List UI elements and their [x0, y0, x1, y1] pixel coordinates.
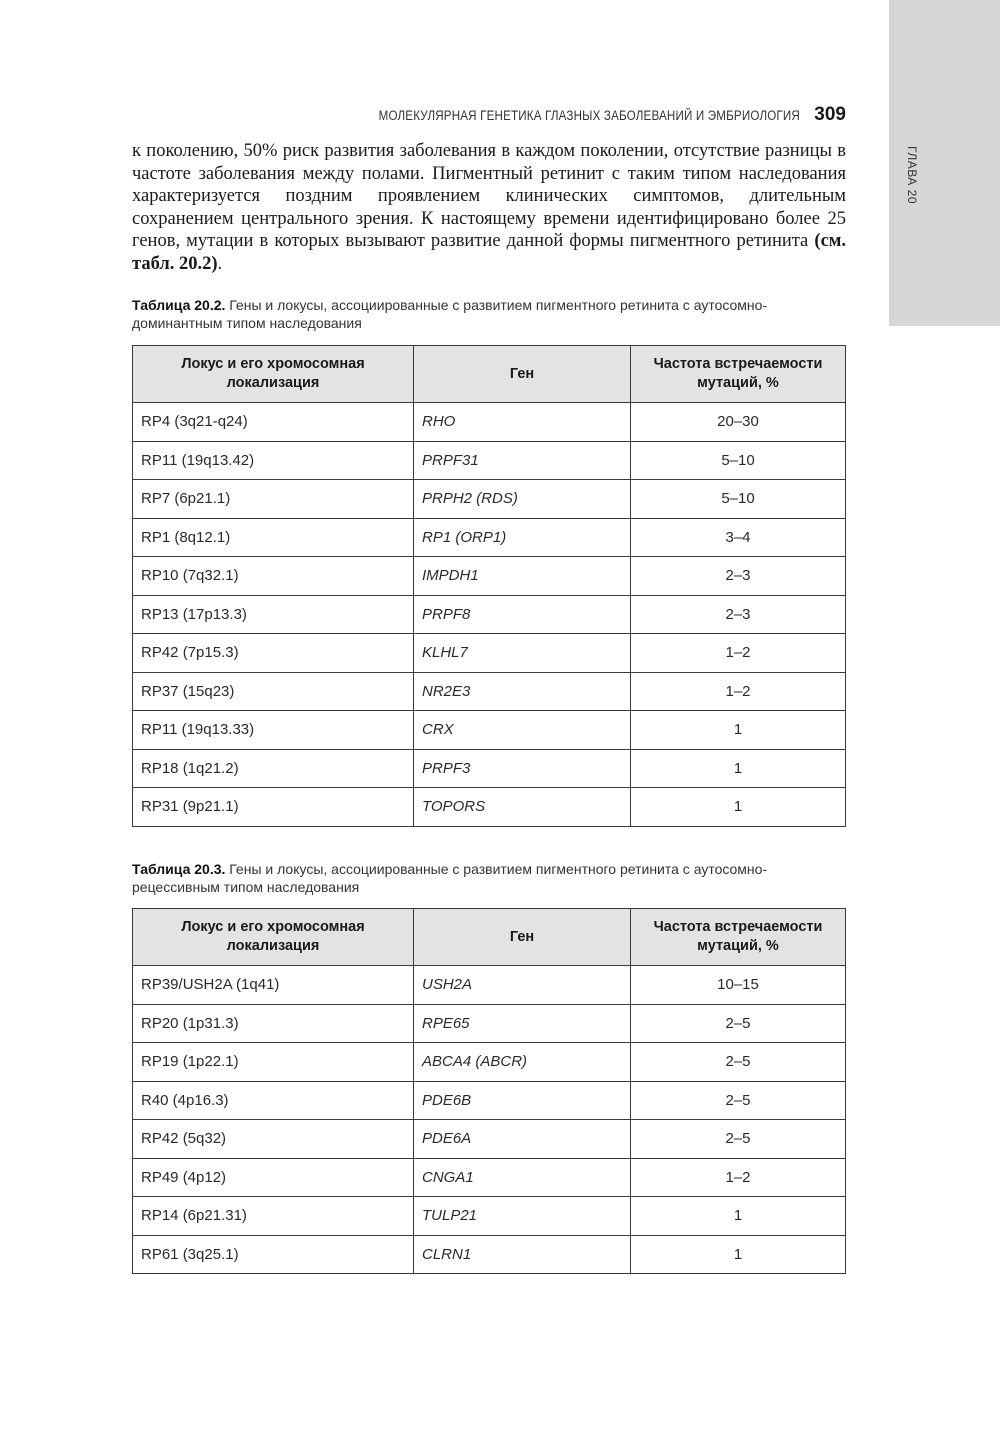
locus-cell: RP20 (1p31.3): [133, 1004, 414, 1043]
table-caption-text: Гены и локусы, ассоциированные с развитием пигментного ретинита с аутосомно-доминантным типом наследования: [132, 297, 768, 331]
gene-cell: RHO: [414, 403, 631, 442]
table-row: [133, 788, 846, 827]
page-number: 309: [814, 104, 846, 125]
gene-cell: TULP21: [414, 1197, 631, 1236]
frequency-cell: 10–15: [631, 966, 846, 1005]
gene-cell: KLHL7: [414, 634, 631, 673]
table-row: [133, 711, 846, 750]
gene-cell: ABCA4 (ABCR): [414, 1043, 631, 1082]
gene-table-autosomal-recessive: [132, 908, 846, 1274]
frequency-cell: 20–30: [631, 403, 846, 442]
running-title: МОЛЕКУЛЯРНАЯ ГЕНЕТИКА ГЛАЗНЫХ ЗАБОЛЕВАНИЙ И ЭМБРИОЛОГИЯ: [378, 107, 800, 123]
frequency-cell: 2–5: [631, 1004, 846, 1043]
body-paragraph-end: .: [217, 253, 223, 274]
table-body: [133, 966, 846, 1274]
frequency-cell: 1: [631, 1197, 846, 1236]
table-row: [133, 480, 846, 519]
locus-cell: RP39/USH2A (1q41): [133, 966, 414, 1005]
locus-cell: RP19 (1p22.1): [133, 1043, 414, 1082]
frequency-cell: 5–10: [631, 480, 846, 519]
locus-cell: RP11 (19q13.33): [133, 711, 414, 750]
chapter-label: ГЛАВА 20: [905, 146, 919, 204]
locus-cell: RP42 (5q32): [133, 1120, 414, 1159]
table-row: [133, 672, 846, 711]
locus-cell: RP4 (3q21-q24): [133, 403, 414, 442]
frequency-cell: 1: [631, 711, 846, 750]
gene-cell: PDE6A: [414, 1120, 631, 1159]
table-caption-20-3: [132, 860, 846, 896]
gene-cell: IMPDH1: [414, 557, 631, 596]
table-row: [133, 557, 846, 596]
gene-cell: PRPF8: [414, 595, 631, 634]
frequency-cell: 2–3: [631, 557, 846, 596]
gene-cell: PRPF31: [414, 441, 631, 480]
table-reference-link: (см. табл. 20.2): [132, 231, 847, 274]
frequency-cell: 5–10: [631, 441, 846, 480]
table-row: [133, 1158, 846, 1197]
table-row: [133, 518, 846, 557]
table-header-row: [133, 909, 846, 966]
gene-cell: CNGA1: [414, 1158, 631, 1197]
locus-cell: RP1 (8q12.1): [133, 518, 414, 557]
locus-cell: RP49 (4p12): [133, 1158, 414, 1197]
table-caption-label: Таблица 20.2.: [132, 297, 226, 313]
frequency-cell: 1: [631, 1235, 846, 1274]
locus-cell: RP10 (7q32.1): [133, 557, 414, 596]
table-row: [133, 966, 846, 1005]
locus-cell: R40 (4p16.3): [133, 1081, 414, 1120]
table-header-row: [133, 346, 846, 403]
table-row: [133, 1120, 846, 1159]
frequency-cell: 1: [631, 788, 846, 827]
gene-cell: PRPH2 (RDS): [414, 480, 631, 519]
frequency-cell: 2–5: [631, 1120, 846, 1159]
header-frequency: Частота встречаемости мутаций, %: [631, 909, 846, 966]
frequency-cell: 2–5: [631, 1043, 846, 1082]
table-row: [133, 1197, 846, 1236]
table-body: [133, 403, 846, 827]
gene-cell: RP1 (ORP1): [414, 518, 631, 557]
frequency-cell: 2–5: [631, 1081, 846, 1120]
header-gene: Ген: [414, 346, 631, 403]
table-row: [133, 749, 846, 788]
gene-cell: NR2E3: [414, 672, 631, 711]
locus-cell: RP14 (6p21.31): [133, 1197, 414, 1236]
running-header: [132, 104, 846, 126]
body-paragraph-text: к поколению, 50% риск развития заболевания в каждом поколении, отсутствие разницы в частоте заболевания между полами. Пигментный ретинит с таким типом наследования характеризуется поздним проявлением клинических симптомов, длительным сохранением центрального зрения. К настоящему времени идентифицировано более 25 генов, мутации в которых вызывают развитие данной формы пигментного ретинита: [132, 141, 846, 252]
frequency-cell: 1–2: [631, 1158, 846, 1197]
header-locus: Локус и его хромосомная локализация: [133, 346, 414, 403]
gene-cell: TOPORS: [414, 788, 631, 827]
locus-cell: RP18 (1q21.2): [133, 749, 414, 788]
frequency-cell: 2–3: [631, 595, 846, 634]
table-caption-label: Таблица 20.3.: [132, 861, 226, 877]
gene-cell: PRPF3: [414, 749, 631, 788]
body-paragraph: [132, 140, 846, 276]
gene-cell: RPE65: [414, 1004, 631, 1043]
header-gene: Ген: [414, 909, 631, 966]
frequency-cell: 3–4: [631, 518, 846, 557]
locus-cell: RP13 (17p13.3): [133, 595, 414, 634]
gene-cell: CRX: [414, 711, 631, 750]
locus-cell: RP61 (3q25.1): [133, 1235, 414, 1274]
frequency-cell: 1–2: [631, 672, 846, 711]
table-row: [133, 1043, 846, 1082]
table-row: [133, 403, 846, 442]
table-row: [133, 441, 846, 480]
locus-cell: RP31 (9p21.1): [133, 788, 414, 827]
locus-cell: RP42 (7p15.3): [133, 634, 414, 673]
table-row: [133, 1081, 846, 1120]
table-row: [133, 1004, 846, 1043]
gene-cell: USH2A: [414, 966, 631, 1005]
gene-cell: CLRN1: [414, 1235, 631, 1274]
table-row: [133, 595, 846, 634]
gene-table-autosomal-dominant: [132, 345, 846, 827]
gene-cell: PDE6B: [414, 1081, 631, 1120]
header-locus: Локус и его хромосомная локализация: [133, 909, 414, 966]
locus-cell: RP7 (6p21.1): [133, 480, 414, 519]
header-frequency: Частота встречаемости мутаций, %: [631, 346, 846, 403]
table-caption-text: Гены и локусы, ассоциированные с развитием пигментного ретинита с аутосомно-рецессивным типом наследования: [132, 861, 768, 895]
frequency-cell: 1: [631, 749, 846, 788]
table-row: [133, 634, 846, 673]
locus-cell: RP37 (15q23): [133, 672, 414, 711]
table-caption-20-2: [132, 296, 846, 332]
frequency-cell: 1–2: [631, 634, 846, 673]
table-row: [133, 1235, 846, 1274]
locus-cell: RP11 (19q13.42): [133, 441, 414, 480]
